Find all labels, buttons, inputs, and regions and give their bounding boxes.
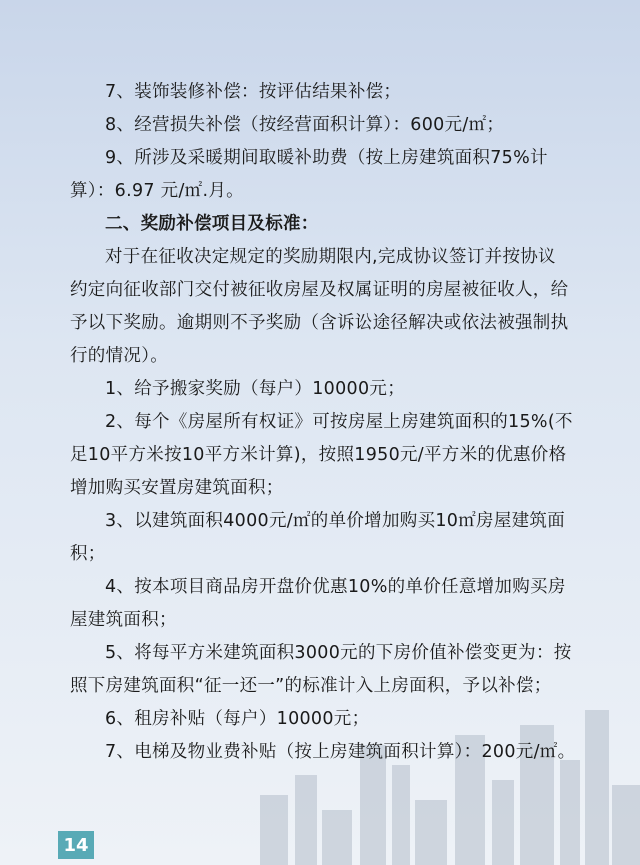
reward-4-line2: 屋建筑面积； xyxy=(70,610,177,630)
intro-line4: 行的情况）。 xyxy=(70,346,169,366)
item-7: 7、装饰装修补偿：按评估结果补偿； xyxy=(105,82,402,102)
reward-2-line3: 增加购买安置房建筑面积； xyxy=(70,478,284,498)
page-number: 14 xyxy=(58,831,94,859)
intro-line1: 对于在征收决定规定的奖励期限内,完成协议签订并按协议 xyxy=(105,247,556,267)
reward-2-line1: 2、每个《房屋所有权证》可按房屋上房建筑面积的15%(不 xyxy=(105,412,573,432)
reward-5-line1: 5、将每平方米建筑面积3000元的下房价值补偿变更为：按 xyxy=(105,643,572,663)
section-heading: 二、奖励补偿项目及标准： xyxy=(105,214,319,234)
reward-6: 6、租房补贴（每户）10000元； xyxy=(105,709,370,729)
reward-1: 1、给予搬家奖励（每户）10000元； xyxy=(105,379,406,399)
reward-3: 3、以建筑面积4000元/㎡的单价增加购买10㎡房屋建筑面积； xyxy=(70,511,566,564)
reward-2-line2: 足10平方米按10平方米计算)，按照1950元/平方米的优惠价格 xyxy=(70,445,567,465)
item-9-line2: 算）：6.97 元/㎡.月。 xyxy=(70,181,244,201)
reward-5-line2: 照下房建筑面积“征一还一”的标准计入上房面积，予以补偿； xyxy=(70,676,552,696)
intro-line3: 予以下奖励。逾期则不予奖励（含诉讼途径解决或依法被强制执 xyxy=(70,313,569,333)
item-9-line1: 9、所涉及采暖期间取暖补助费（按上房建筑面积75%计 xyxy=(105,148,548,168)
item-8: 8、经营损失补偿（按经营面积计算）：600元/㎡； xyxy=(105,115,505,135)
intro-line2: 约定向征收部门交付被征收房屋及权属证明的房屋被征收人，给 xyxy=(70,280,569,300)
document-body xyxy=(70,76,590,769)
reward-7: 7、电梯及物业费补贴（按上房建筑面积计算）：200元/㎡。 xyxy=(105,742,576,762)
reward-4-line1: 4、按本项目商品房开盘价优惠10%的单价任意增加购买房 xyxy=(105,577,566,597)
